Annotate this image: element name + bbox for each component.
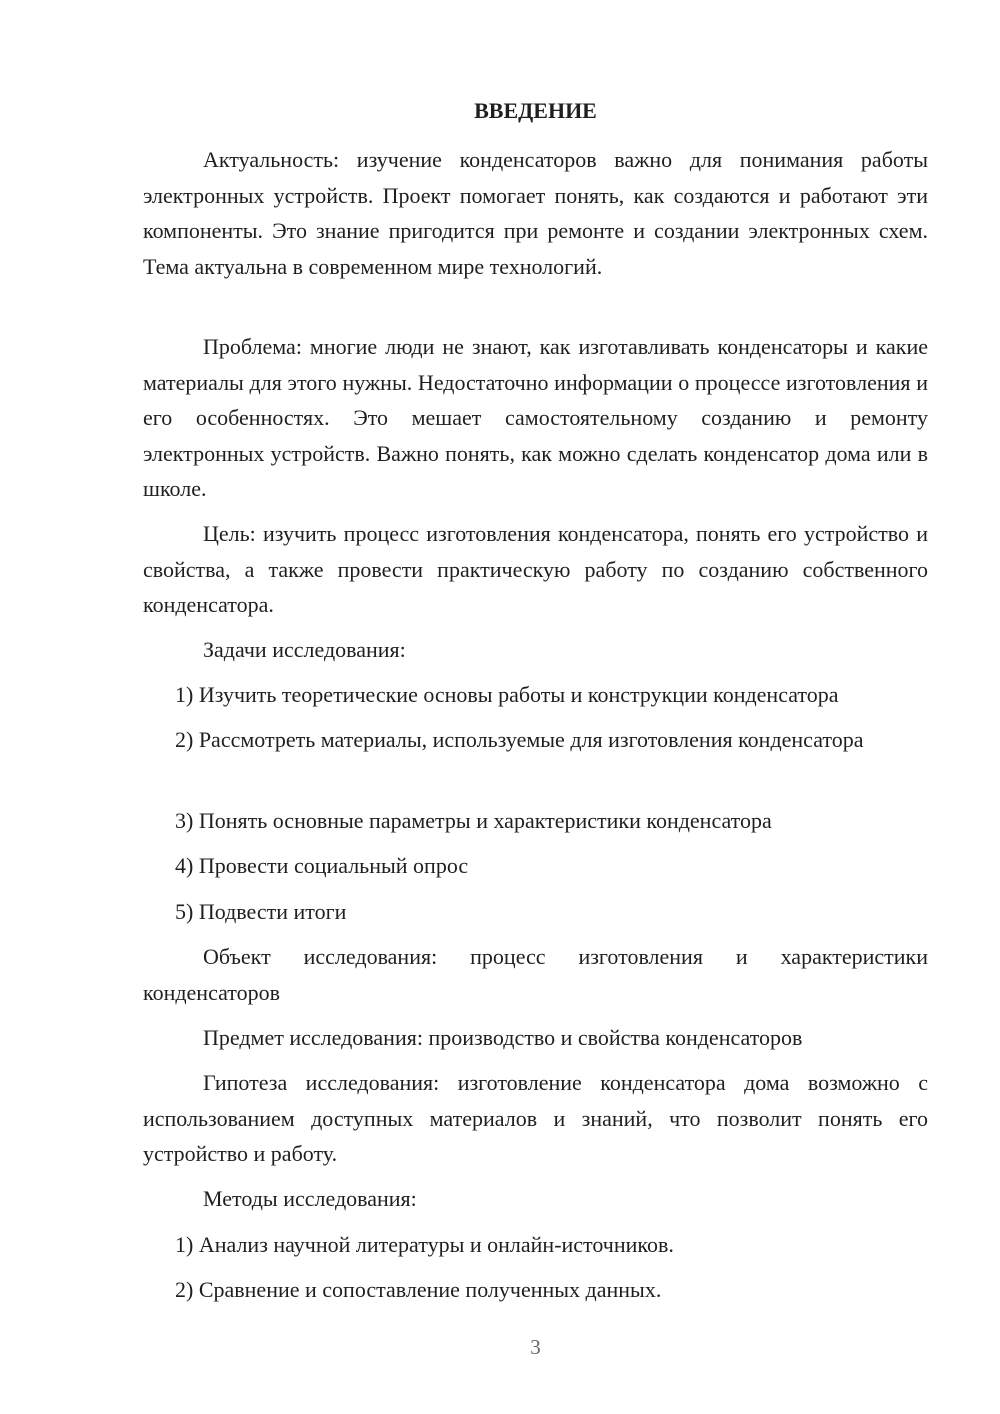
list-item-method-2: 2) Сравнение и сопоставление полученных данных. (175, 1277, 662, 1302)
paragraph-object: Объект исследования: процесс изготовления и характеристики конденсаторов (143, 944, 928, 1005)
paragraph-goal: Цель: изучить процесс изготовления конденсатора, понять его устройство и свойства, а также провести практическую работу по созданию собственного конденсатора. (143, 521, 928, 617)
section-title: ВВЕДЕНИЕ (474, 98, 597, 123)
list-item-task-2: 2) Рассмотреть материалы, используемые для изготовления конденсатора (175, 727, 864, 752)
list-item-task-1: 1) Изучить теоретические основы работы и конструкции конденсатора (175, 682, 839, 707)
paragraph-methods-heading: Методы исследования: (203, 1186, 417, 1211)
paragraph-tasks-heading: Задачи исследования: (203, 637, 406, 662)
paragraph-relevance: Актуальность: изучение конденсаторов важно для понимания работы электронных устройств. Проект помогает понять, как создаются и работают эти компоненты. Это знание пригодится при ремонте и создании электронных схем. Тема актуальна в современном мире технологий. (143, 147, 928, 279)
page-number: 3 (530, 1335, 541, 1359)
paragraph-hypothesis: Гипотеза исследования: изготовление конденсатора дома возможно с использованием доступных материалов и знаний, что позволит понять его устройство и работу. (143, 1070, 928, 1166)
list-item-method-1: 1) Анализ научной литературы и онлайн-источников. (175, 1232, 674, 1257)
list-item-task-5: 5) Подвести итоги (175, 899, 347, 924)
list-item-task-4: 4) Провести социальный опрос (175, 853, 469, 878)
paragraph-subject: Предмет исследования: производство и свойства конденсаторов (203, 1025, 803, 1050)
list-item-task-3: 3) Понять основные параметры и характеристики конденсатора (175, 808, 772, 833)
paragraph-problem: Проблема: многие люди не знают, как изготавливать конденсаторы и какие материалы для этого нужны. Недостаточно информации о процессе изготовления и его особенностях. Это мешает самостоятельному созданию и ремонту электронных устройств. Важно понять, как можно сделать конденсатор дома или в школе. (143, 334, 928, 501)
